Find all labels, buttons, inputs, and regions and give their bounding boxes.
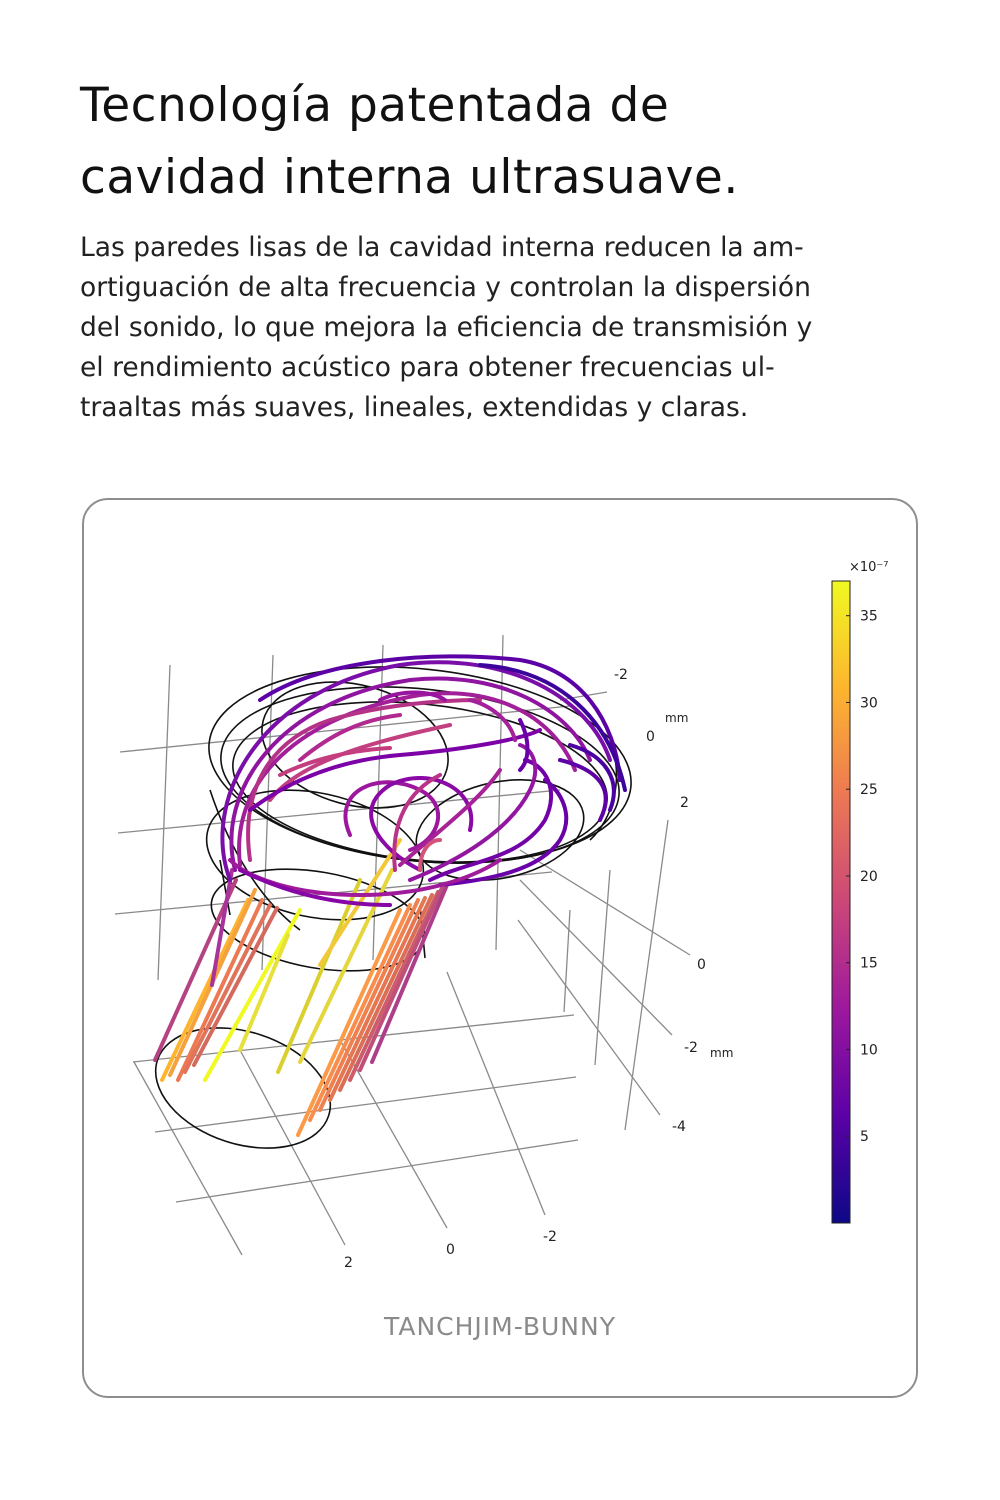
streamline (298, 910, 400, 1135)
streamline (394, 775, 440, 870)
description-line: traaltas más suaves, lineales, extendidas y claras. (80, 392, 749, 423)
colorbar-bar (832, 581, 850, 1223)
colorbar-tick-label: 10 (860, 1042, 878, 1059)
top-axis-tick: -2 (614, 667, 628, 683)
description-line: del sonido, lo que mejora la eficiencia de transmisión y (80, 312, 813, 343)
colorbar-tick-label: 30 (860, 695, 878, 712)
streamline (345, 782, 438, 850)
bottom-axis-tick: 2 (344, 1255, 353, 1271)
colorbar (832, 560, 889, 1223)
right-axis-unit: mm (710, 1046, 734, 1060)
colorbar-tick-label: 15 (860, 955, 878, 972)
colorbar-tick-label: 35 (860, 608, 878, 625)
streamlines (155, 656, 625, 1135)
streamline (280, 748, 390, 775)
description-line: Las paredes lisas de la cavidad interna reducen la am- (80, 232, 804, 263)
description-line: el rendimiento acústico para obtener frecuencias ul- (80, 352, 775, 383)
bottom-axis-tick: 0 (446, 1242, 455, 1258)
colorbar-multiplier: ×10⁻⁷ (849, 560, 889, 575)
colorbar-tick-label: 25 (860, 782, 878, 799)
title-line-2: cavidad interna ultrasuave. (80, 150, 739, 205)
top-axis-unit: mm (665, 711, 689, 725)
bottom-axis-tick: -2 (543, 1229, 557, 1245)
description-line: ortiguación de alta frecuencia y controlan la dispersión (80, 272, 811, 303)
title-line-1: Tecnología patentada de (80, 78, 670, 133)
colorbar-tick-label: 20 (860, 868, 878, 885)
streamline (340, 895, 432, 1090)
right-axis-tick: -2 (684, 1040, 698, 1056)
right-axis-tick: 0 (697, 957, 706, 973)
streamline (320, 900, 418, 1110)
colorbar-tick-label: 5 (860, 1129, 869, 1146)
top-axis-tick: 0 (646, 729, 655, 745)
right-axis-tick: -4 (672, 1119, 686, 1135)
top-axis-tick: 2 (680, 795, 689, 811)
product-caption: TANCHJIM-BUNNY (384, 1312, 616, 1341)
